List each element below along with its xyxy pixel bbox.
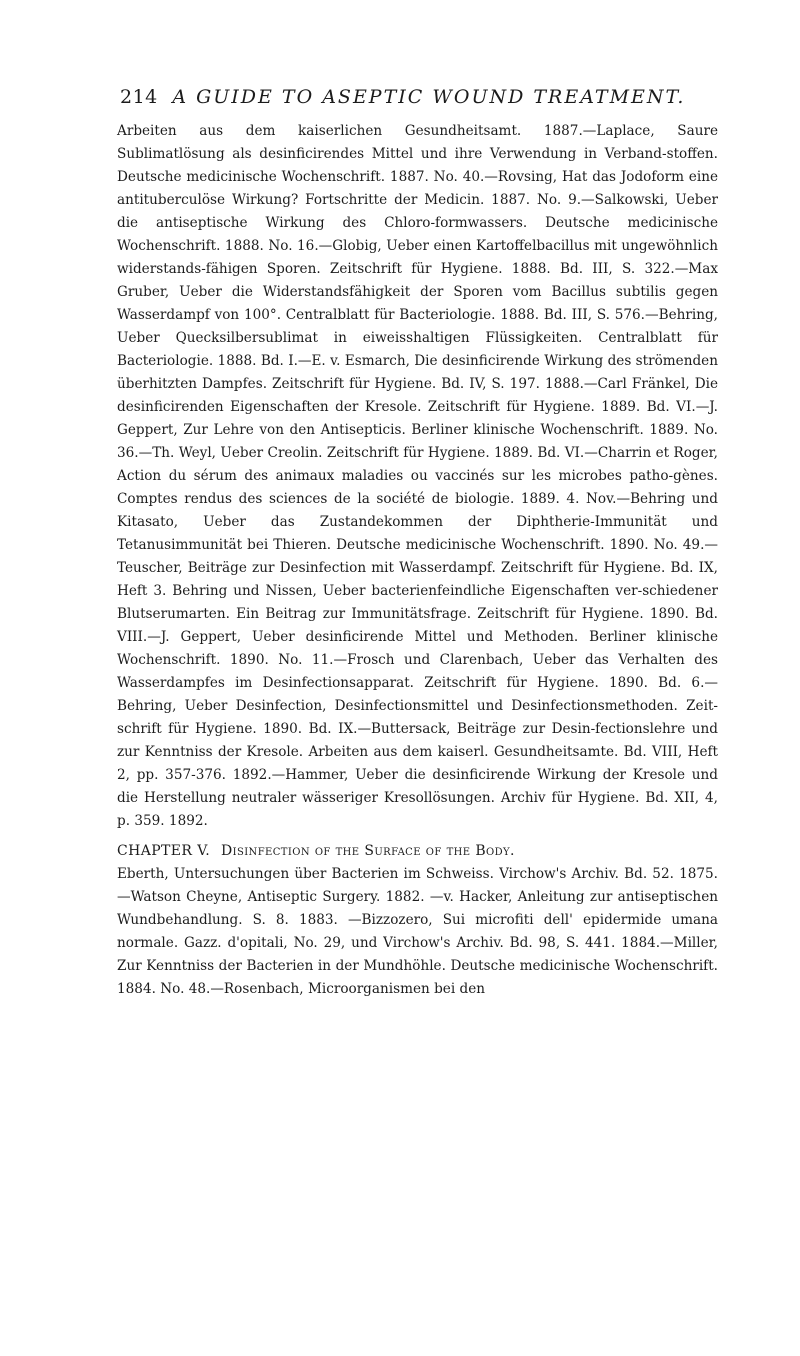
chapter-references-paragraph: Eberth, Untersuchungen über Bacterien im Schweiss. Virchow's Archiv. Bd. 52. 1875.—Watson Cheyne, Antiseptic Surgery. 1882. —v. Hacker, Anleitung zur antiseptischen Wundbehandlung. S. 8. 1883. —Bizzozero, Sui microfiti dell' epidermide umana normale. Gazz. d'opitali, No. 29, und Virchow's Archiv. Bd. 98, S. 441. 1884.—Miller, Zur Kenntniss der Bacterien in der Mundhöhle. Deutsche medicinische Wochenschrift. 1884. No. 48.—Rosenbach, Microorganismen bei den [117,866,718,997]
chapter-label: CHAPTER V. [117,843,211,859]
chapter-title: Disinfection of the Surface of the Body. [220,843,515,859]
references-block [117,120,718,833]
page-number: 214 [120,86,158,108]
page-body [117,120,718,1001]
references-paragraph: Arbeiten aus dem kaiserlichen Gesundheitsamt. 1887.—Laplace, Saure Sublimatlösung als desinficirendes Mittel und ihre Verwendung in Verband-stoffen. Deutsche medicinische Wochenschrift. 1887. No. 40.—Rovsing, Hat das Jodoform eine antituberculöse Wirkung? Fortschritte der Medicin. 1887. No. 9.—Salkowski, Ueber die antiseptische Wirkung des Chloro-formwassers. Deutsche medicinische Wochenschrift. 1888. No. 16.—Globig, Ueber einen Kartoffelbacillus mit ungewöhnlich widerstands-fähigen Sporen. Zeitschrift für Hygiene. 1888. Bd. III, S. 322.—Max Gruber, Ueber die Widerstandsfähigkeit der Sporen vom Bacillus subtilis gegen Wasserdampf von 100°. Centralblatt für Bacteriologie. 1888. Bd. III, S. 576.—Behring, Ueber Quecksilbersublimat in eiweisshaltigen Flüssigkeiten. Centralblatt für Bacteriologie. 1888. Bd. I.—E. v. Esmarch, Die desinficirende Wirkung des strömenden überhitzten Dampfes. Zeitschrift für Hygiene. Bd. IV, S. 197. 1888.—Carl Fränkel, Die desinficirenden Eigenschaften der Kresole. Zeitschrift für Hygiene. 1889. Bd. VI.—J. Geppert, Zur Lehre von den Antisepticis. Berliner klinische Wochenschrift. 1889. No. 36.—Th. Weyl, Ueber Creolin. Zeitschrift für Hygiene. 1889. Bd. VI.—Charrin et Roger, Action du sérum des animaux maladies ou vaccinés sur les microbes patho-gènes. Comptes rendus des sciences de la société de biologie. 1889. 4. Nov.—Behring und Kitasato, Ueber das Zustandekommen der Diphtherie-Immunität und Tetanusimmunität bei Thieren. Deutsche medicinische Wochenschrift. 1890. No. 49.—Teuscher, Beiträge zur Desinfection mit Wasserdampf. Zeitschrift für Hygiene. Bd. IX, Heft 3. Behring und Nissen, Ueber bacterienfeindliche Eigenschaften ver-schiedener Blutserumarten. Ein Beitrag zur Immunitätsfrage. Zeitschrift für Hygiene. 1890. Bd. VIII.—J. Geppert, Ueber desinficirende Mittel und Methoden. Berliner klinische Wochenschrift. 1890. No. 11.—Frosch und Clarenbach, Ueber das Verhalten des Wasserdampfes im Desinfectionsapparat. Zeitschrift für Hygiene. 1890. Bd. 6.—Behring, Ueber Desinfection, Desinfectionsmittel und Desinfectionsmethoden. Zeit-schrift für Hygiene. 1890. Bd. IX.—Buttersack, Beiträge zur Desin-fectionslehre und zur Kenntniss der Kresole. Arbeiten aus dem kaiserl. Gesundheitsamte. Bd. VIII, Heft 2, pp. 357-376. 1892.—Hammer, Ueber die desinficirende Wirkung der Kresole und die Herstellung neutraler wässeriger Kresollösungen. Archiv für Hygiene. Bd. XII, 4, p. 359. 1892. [117,123,718,829]
chapter-heading [117,839,718,863]
chapter-references-block [117,863,718,1001]
running-title: A GUIDE TO ASEPTIC WOUND TREATMENT. [172,86,686,108]
running-header [120,86,685,108]
